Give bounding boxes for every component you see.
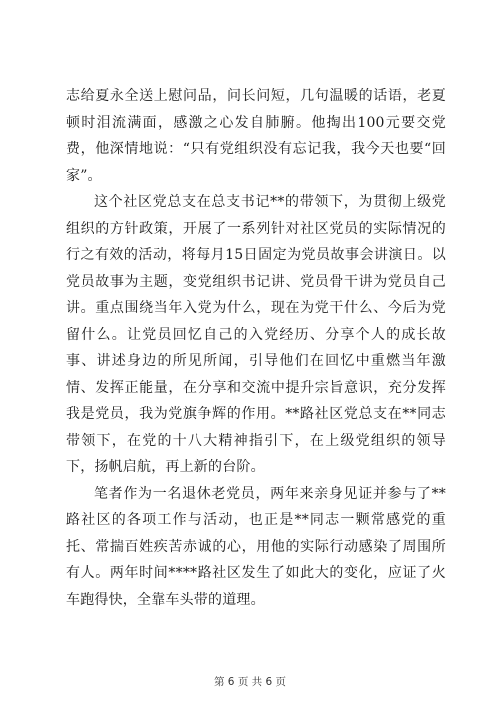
document-body [66, 83, 446, 613]
paragraph-2: 这个社区党总支在总支书记**的带领下，为贯彻上级党组织的方针政策，开展了一系列针对社区党员的实际情况的行之有效的活动，将每月15日固定为党员故事会讲演日。以党员故事为主题，变党组织书记讲、党员骨干讲为党员自己讲。重点围绕当年入党为什么，现在为党干什么、今后为党留什么。让党员回忆自己的入党经历、分享个人的成长故事、讲述身边的所见所闻，引导他们在回忆中重燃当年激情、发挥正能量，在分享和交流中提升宗旨意识，充分发挥我是党员，我为党旗争辉的作用。**路社区党总支在**同志带领下，在党的十八大精神指引下，在上级党组织的领导下，扬帆启航，再上新的台阶。 [66, 194, 446, 475]
paragraph-1: 志给夏永全送上慰问品，问长问短，几句温暖的话语，老夏顿时泪流满面，感激之心发自肺腑。他掏出100元要交党费，他深情地说：“只有党组织没有忘记我，我今天也要“回家”。 [66, 88, 446, 184]
paragraph-3: 笔者作为一名退休老党员，两年来亲身见证并参与了**路社区的各项工作与活动，也正是**同志一颗常感党的重托、常揣百姓疾苦赤诚的心，用他的实际行动感染了周围所有人。两年时间****路社区发生了如此大的变化，应证了火车跑得快，全靠车头带的道理。 [66, 485, 446, 608]
page-footer: 第 6 页 共 6 页 [213, 676, 287, 688]
